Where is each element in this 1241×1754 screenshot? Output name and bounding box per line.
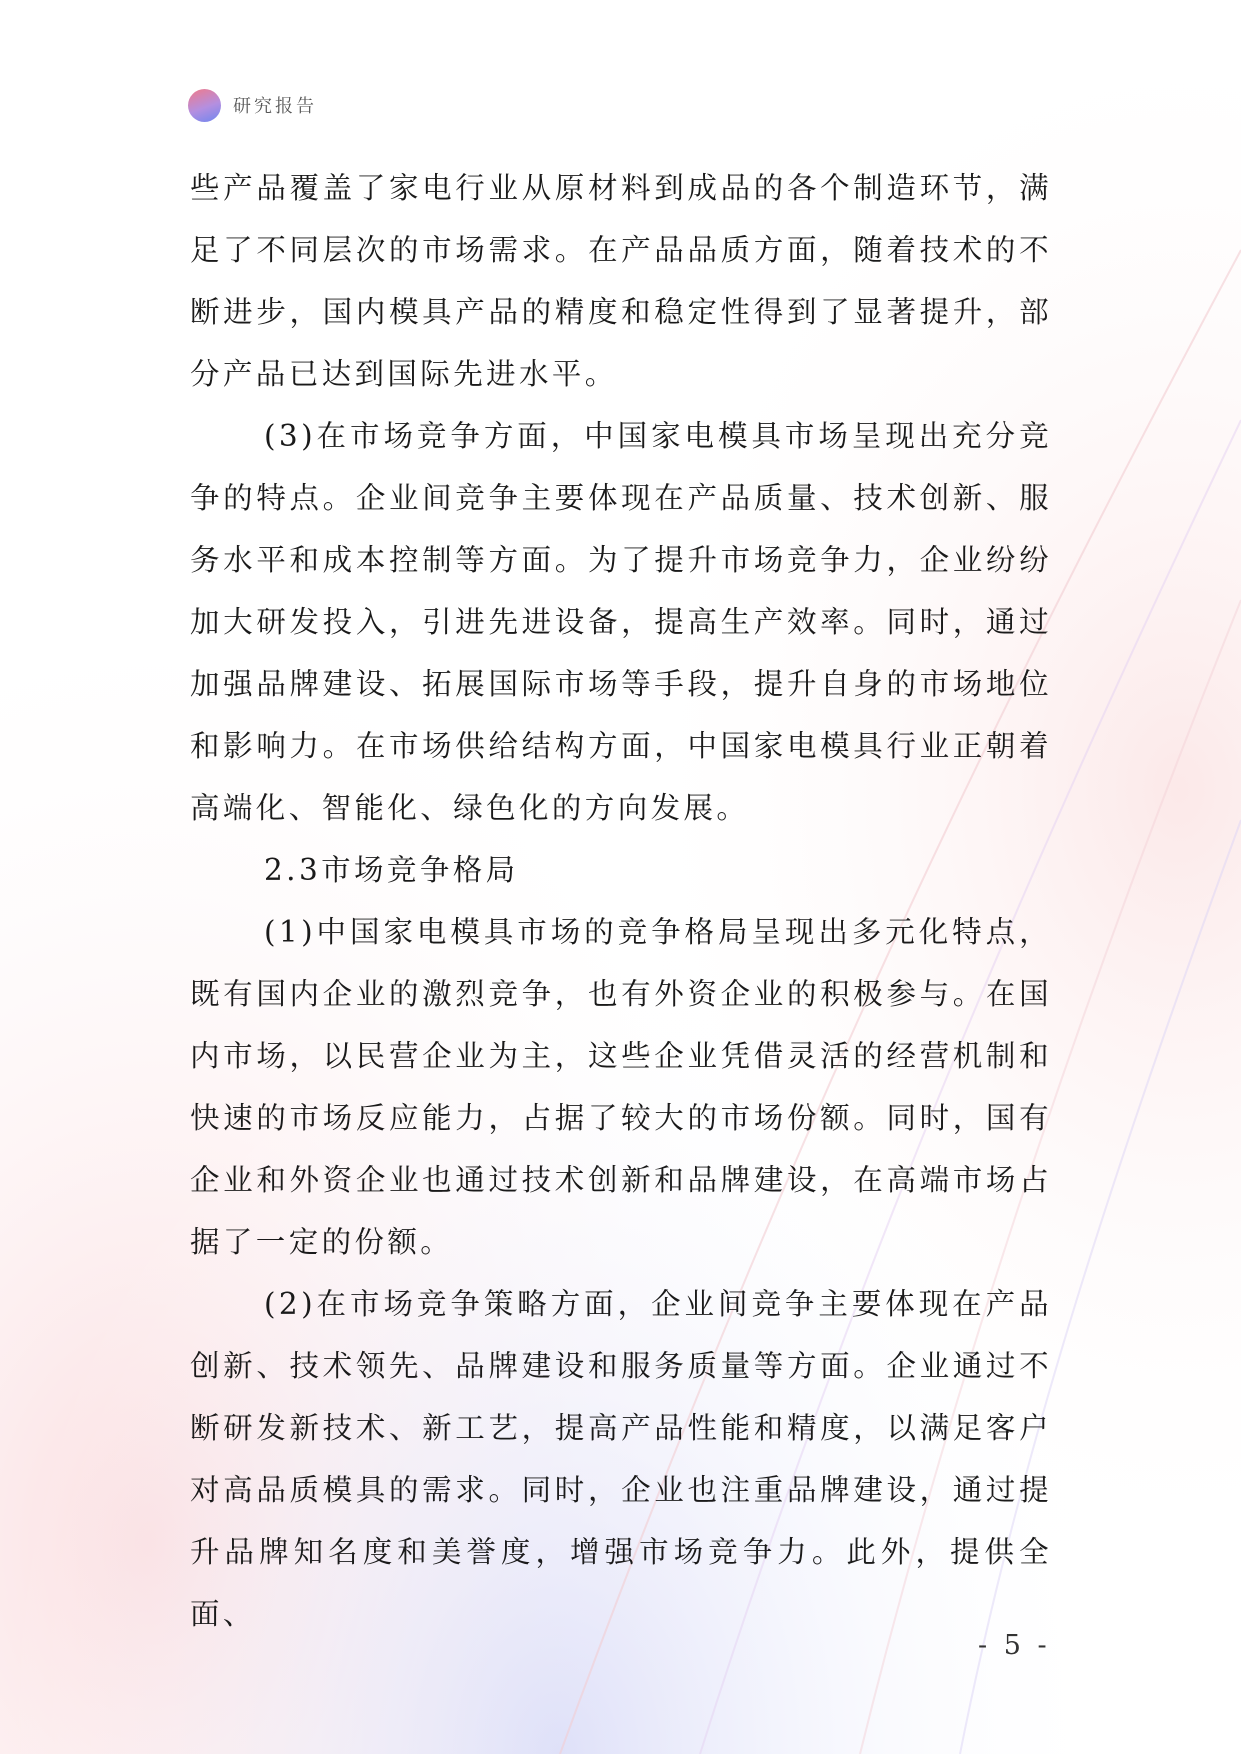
- report-header: [188, 88, 317, 122]
- paragraph-competition-strategy: (2)在市场竞争策略方面，企业间竞争主要体现在产品创新、技术领先、品牌建设和服务质量等方面。企业通过不断研发新技术、新工艺，提高产品性能和精度，以满足客户对高品质模具的需求。同时，企业也注重品牌建设，通过提升品牌知名度和美誉度，增强市场竞争力。此外，提供全面、: [190, 1287, 1052, 1631]
- page-number: - 5 -: [978, 1630, 1051, 1661]
- paragraph-competition-landscape: (1)中国家电模具市场的竞争格局呈现出多元化特点，既有国内企业的激烈竞争，也有外资企业的积极参与。在国内市场，以民营企业为主，这些企业凭借灵活的经营机制和快速的市场反应能力，占据了较大的市场份额。同时，国有企业和外资企业也通过技术创新和品牌建设，在高端市场占据了一定的份额。: [190, 915, 1052, 1259]
- section-heading-2-3: 2.3市场竞争格局: [264, 853, 519, 887]
- logo-icon: [188, 89, 221, 122]
- paragraph-market-competition: (3)在市场竞争方面，中国家电模具市场呈现出充分竞争的特点。企业间竞争主要体现在产品质量、技术创新、服务水平和成本控制等方面。为了提升市场竞争力，企业纷纷加大研发投入，引进先进设备，提高生产效率。同时，通过加强品牌建设、拓展国际市场等手段，提升自身的市场地位和影响力。在市场供给结构方面，中国家电模具行业正朝着高端化、智能化、绿色化的方向发展。: [190, 419, 1052, 825]
- document-body: [190, 157, 1052, 1645]
- header-title: 研究报告: [233, 96, 317, 117]
- paragraph-continuation: 些产品覆盖了家电行业从原材料到成品的各个制造环节，满足了不同层次的市场需求。在产品品质方面，随着技术的不断进步，国内模具产品的精度和稳定性得到了显著提升，部分产品已达到国际先进水平。: [190, 171, 1052, 391]
